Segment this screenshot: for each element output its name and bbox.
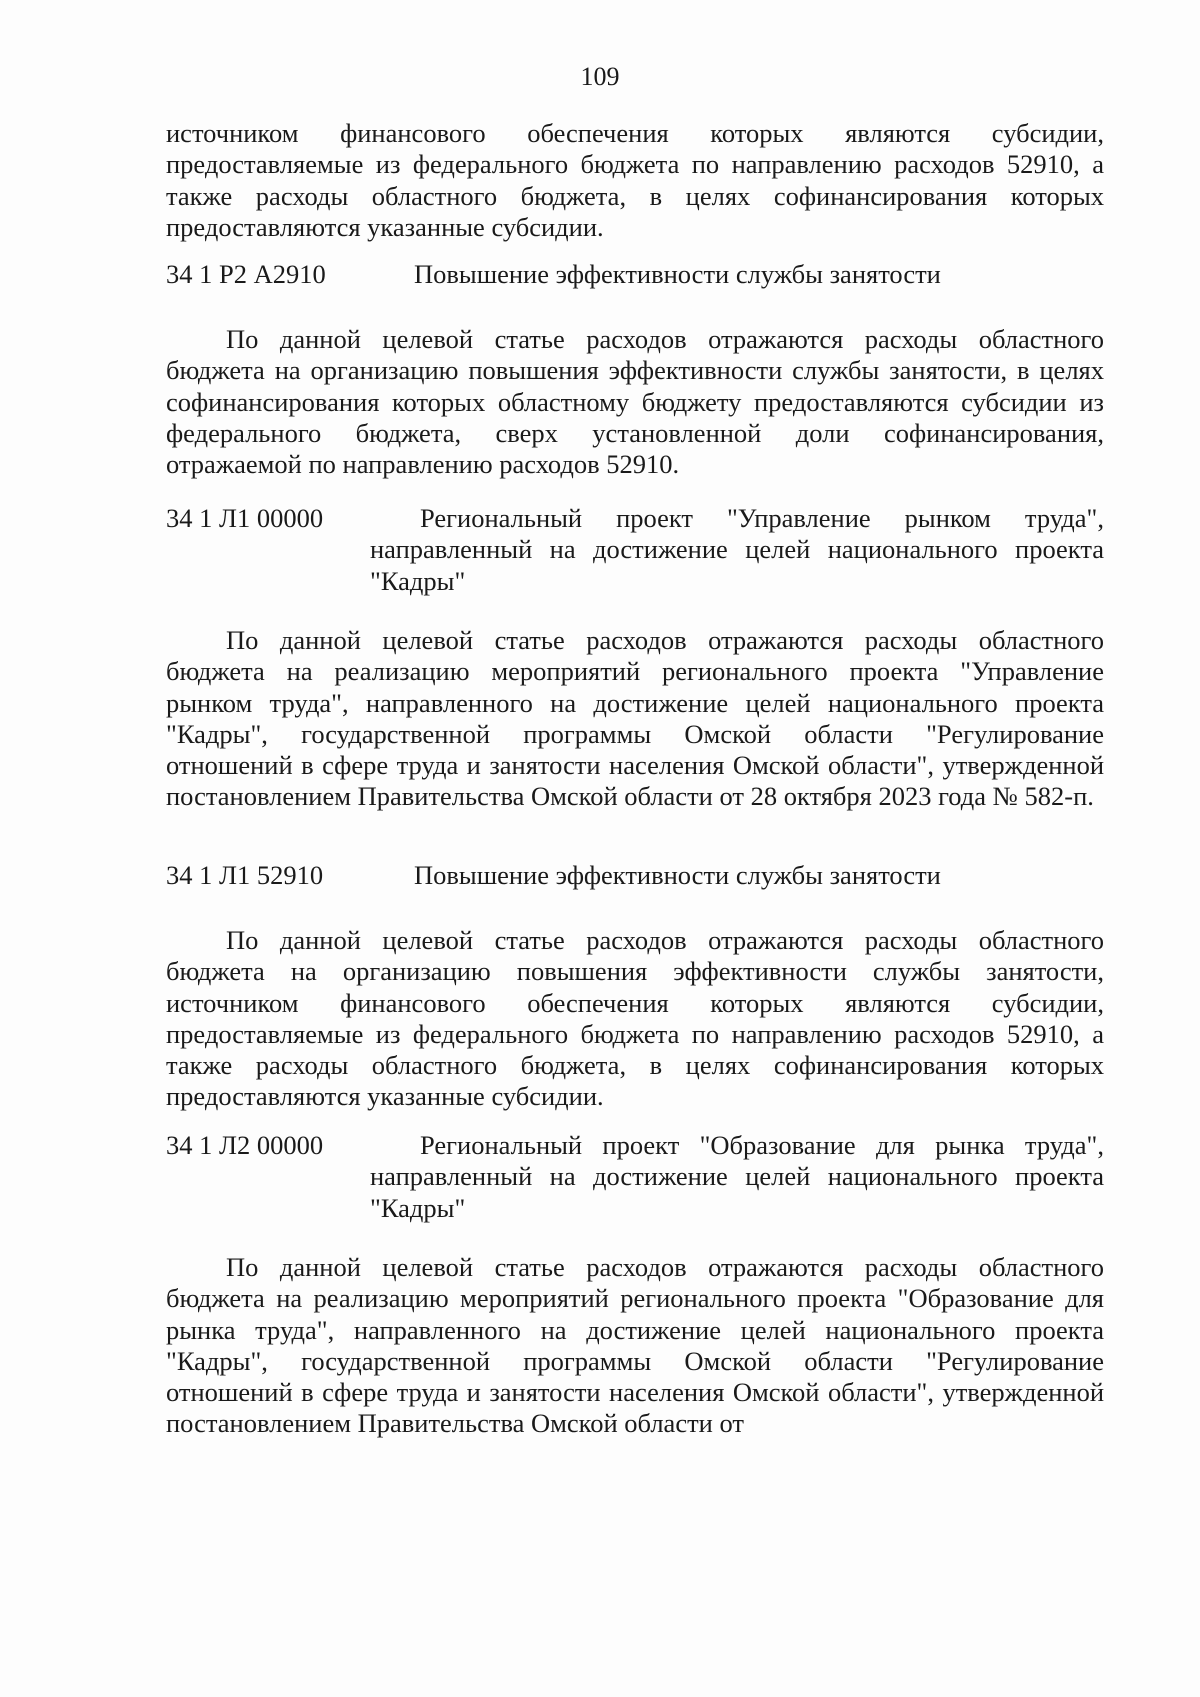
article-code: 34 1 Л1 00000 [166, 503, 324, 533]
paragraph-continuation [166, 118, 1104, 243]
article-code: 34 1 Л1 52910 [166, 860, 324, 890]
paragraph-description [166, 1252, 1104, 1440]
article-title: Региональный проект "Образование для рынка труда", направленный на достижение целей национального проекта "Кадры" [370, 1130, 1104, 1223]
paragraph-description [166, 925, 1104, 1113]
article-title: Повышение эффективности службы занятости [414, 860, 941, 890]
paragraph-text: По данной целевой статье расходов отражаются расходы областного бюджета на реализацию мероприятий регионального проекта "Образование для рынка труда", направленного на достижение целей национального проекта "Кадры", государственной программы Омской области "Регулирование отношений в сфере труда и занятости населения Омской области", утвержденной постановлением Правительства Омской области от [166, 1252, 1104, 1439]
paragraph-description [166, 625, 1104, 813]
article-code: 34 1 Р2 А2910 [166, 259, 326, 289]
article-title: Повышение эффективности службы занятости [414, 259, 941, 289]
paragraph-description [166, 324, 1104, 480]
paragraph-text: По данной целевой статье расходов отражаются расходы областного бюджета на реализацию мероприятий регионального проекта "Управление рынком труда", направленного на достижение целей национального проекта "Кадры", государственной программы Омской области "Регулирование отношений в сфере труда и занятости населения Омской области", утвержденной постановлением Правительства Омской области от 28 октября 2023 года № 582-п. [166, 625, 1104, 812]
article-code: 34 1 Л2 00000 [166, 1130, 324, 1160]
paragraph-text: источником финансового обеспечения которых являются субсидии, предоставляемые из федерального бюджета по направлению расходов 52910, а также расходы областного бюджета, в целях софинансирования которых предоставляются указанные субсидии. [166, 118, 1104, 242]
page-number: 109 [580, 62, 620, 91]
article-title: Региональный проект "Управление рынком труда", направленный на достижение целей национального проекта "Кадры" [370, 503, 1104, 596]
paragraph-text: По данной целевой статье расходов отражаются расходы областного бюджета на организацию повышения эффективности службы занятости, в целях софинансирования которых областному бюджету предоставляются субсидии из федерального бюджета, сверх установленной доли софинансирования, отражаемой по направлению расходов 52910. [166, 324, 1104, 480]
paragraph-text: По данной целевой статье расходов отражаются расходы областного бюджета на организацию повышения эффективности службы занятости, источником финансового обеспечения которых являются субсидии, предоставляемые из федерального бюджета по направлению расходов 52910, а также расходы областного бюджета, в целях софинансирования которых предоставляются указанные субсидии. [166, 925, 1104, 1112]
